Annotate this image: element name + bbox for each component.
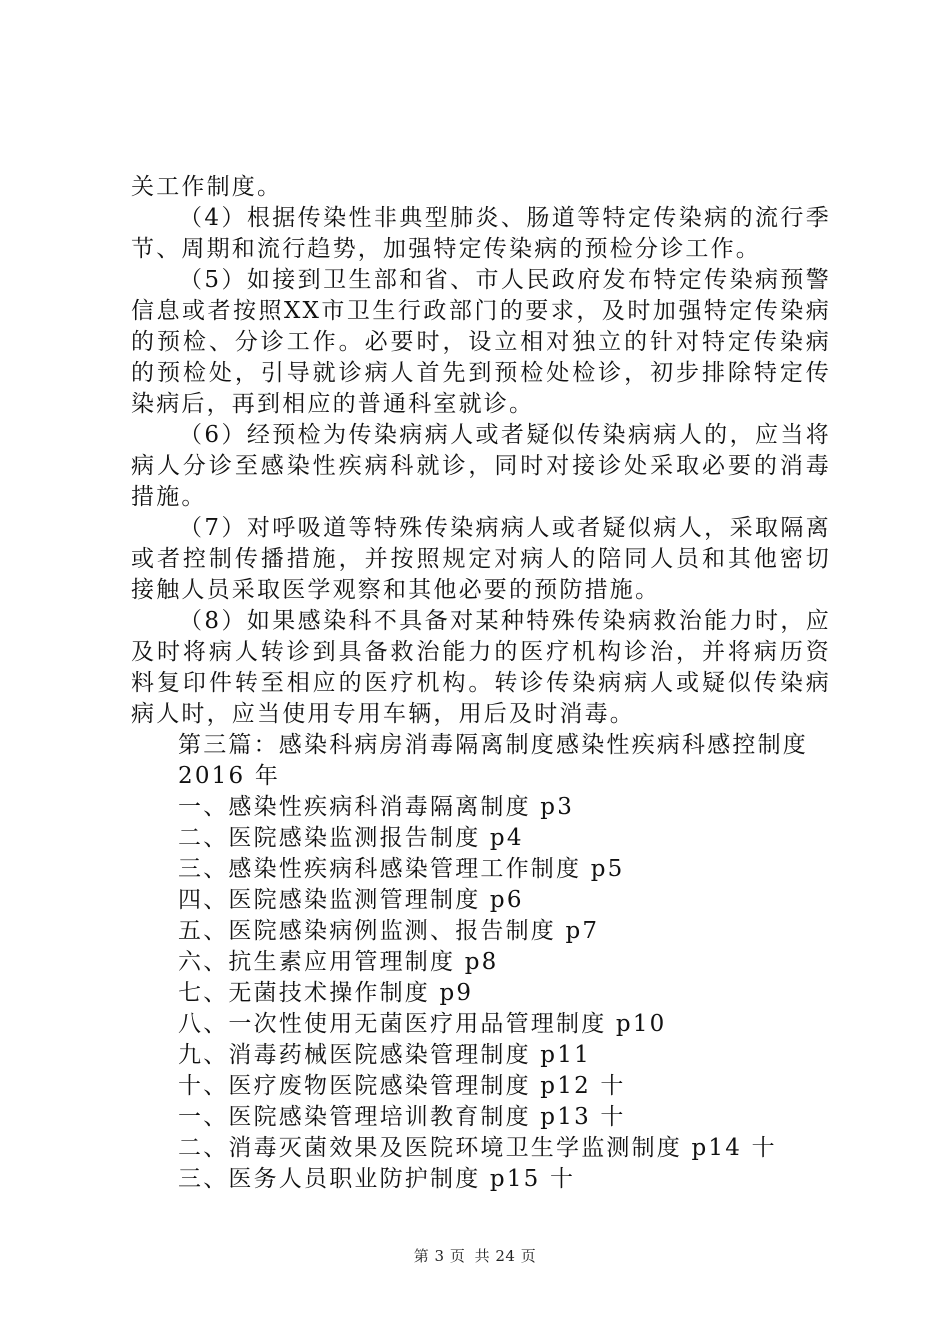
paragraph-continuation: 关工作制度。 (131, 174, 283, 200)
toc-item: 六、抗生素应用管理制度 p8 (178, 949, 499, 975)
section-year: 2016 年 (178, 763, 281, 789)
toc-item: 二、消毒灭菌效果及医院环境卫生学监测制度 p14 十 (178, 1135, 777, 1161)
toc-item: 四、医院感染监测管理制度 p6 (178, 887, 524, 913)
toc-item: 九、消毒药械医院感染管理制度 p11 (178, 1042, 591, 1068)
section-heading: 第三篇：感染科病房消毒隔离制度感染性疾病科感控制度 (178, 732, 808, 758)
toc-item: 一、医院感染管理培训教育制度 p13 十 (178, 1104, 626, 1130)
toc-item: 十、医疗废物医院感染管理制度 p12 十 (178, 1073, 626, 1099)
toc-item: 一、感染性疾病科消毒隔离制度 p3 (178, 794, 575, 820)
toc-item: 八、一次性使用无菌医疗用品管理制度 p10 (178, 1011, 667, 1037)
document-body (131, 172, 831, 1195)
paragraph-item-6: （6）经预检为传染病病人或者疑似传染病病人的，应当将病人分诊至感染性疾病科就诊，同时对接诊处采取必要的消毒措施。 (131, 422, 831, 510)
toc-item: 三、感染性疾病科感染管理工作制度 p5 (178, 856, 625, 882)
toc-item: 七、无菌技术操作制度 p9 (178, 980, 474, 1006)
page-total: 共 24 页 (474, 1247, 537, 1265)
page-number: 第 3 页 (413, 1247, 466, 1265)
page-footer (0, 1245, 950, 1266)
toc-item: 五、医院感染病例监测、报告制度 p7 (178, 918, 600, 944)
paragraph-item-5: （5）如接到卫生部和省、市人民政府发布特定传染病预警信息或者按照XX市卫生行政部门的要求，及时加强特定传染病的预检、分诊工作。必要时，设立相对独立的针对特定传染病的预检处，引导就诊病人首先到预检处检诊，初步排除特定传染病后，再到相应的普通科室就诊。 (131, 267, 831, 417)
paragraph-item-7: （7）对呼吸道等特殊传染病病人或者疑似病人，采取隔离或者控制传播措施，并按照规定对病人的陪同人员和其他密切接触人员采取医学观察和其他必要的预防措施。 (131, 515, 831, 603)
toc-item: 二、医院感染监测报告制度 p4 (178, 825, 524, 851)
toc-item: 三、医务人员职业防护制度 p15 十 (178, 1166, 576, 1192)
paragraph-item-8: （8）如果感染科不具备对某种特殊传染病救治能力时，应及时将病人转诊到具备救治能力的医疗机构诊治，并将病历资料复印件转至相应的医疗机构。转诊传染病病人或疑似传染病病人时，应当使用专用车辆，用后及时消毒。 (131, 608, 831, 727)
paragraph-item-4: （4）根据传染性非典型肺炎、肠道等特定传染病的流行季节、周期和流行趋势，加强特定传染病的预检分诊工作。 (131, 205, 831, 262)
